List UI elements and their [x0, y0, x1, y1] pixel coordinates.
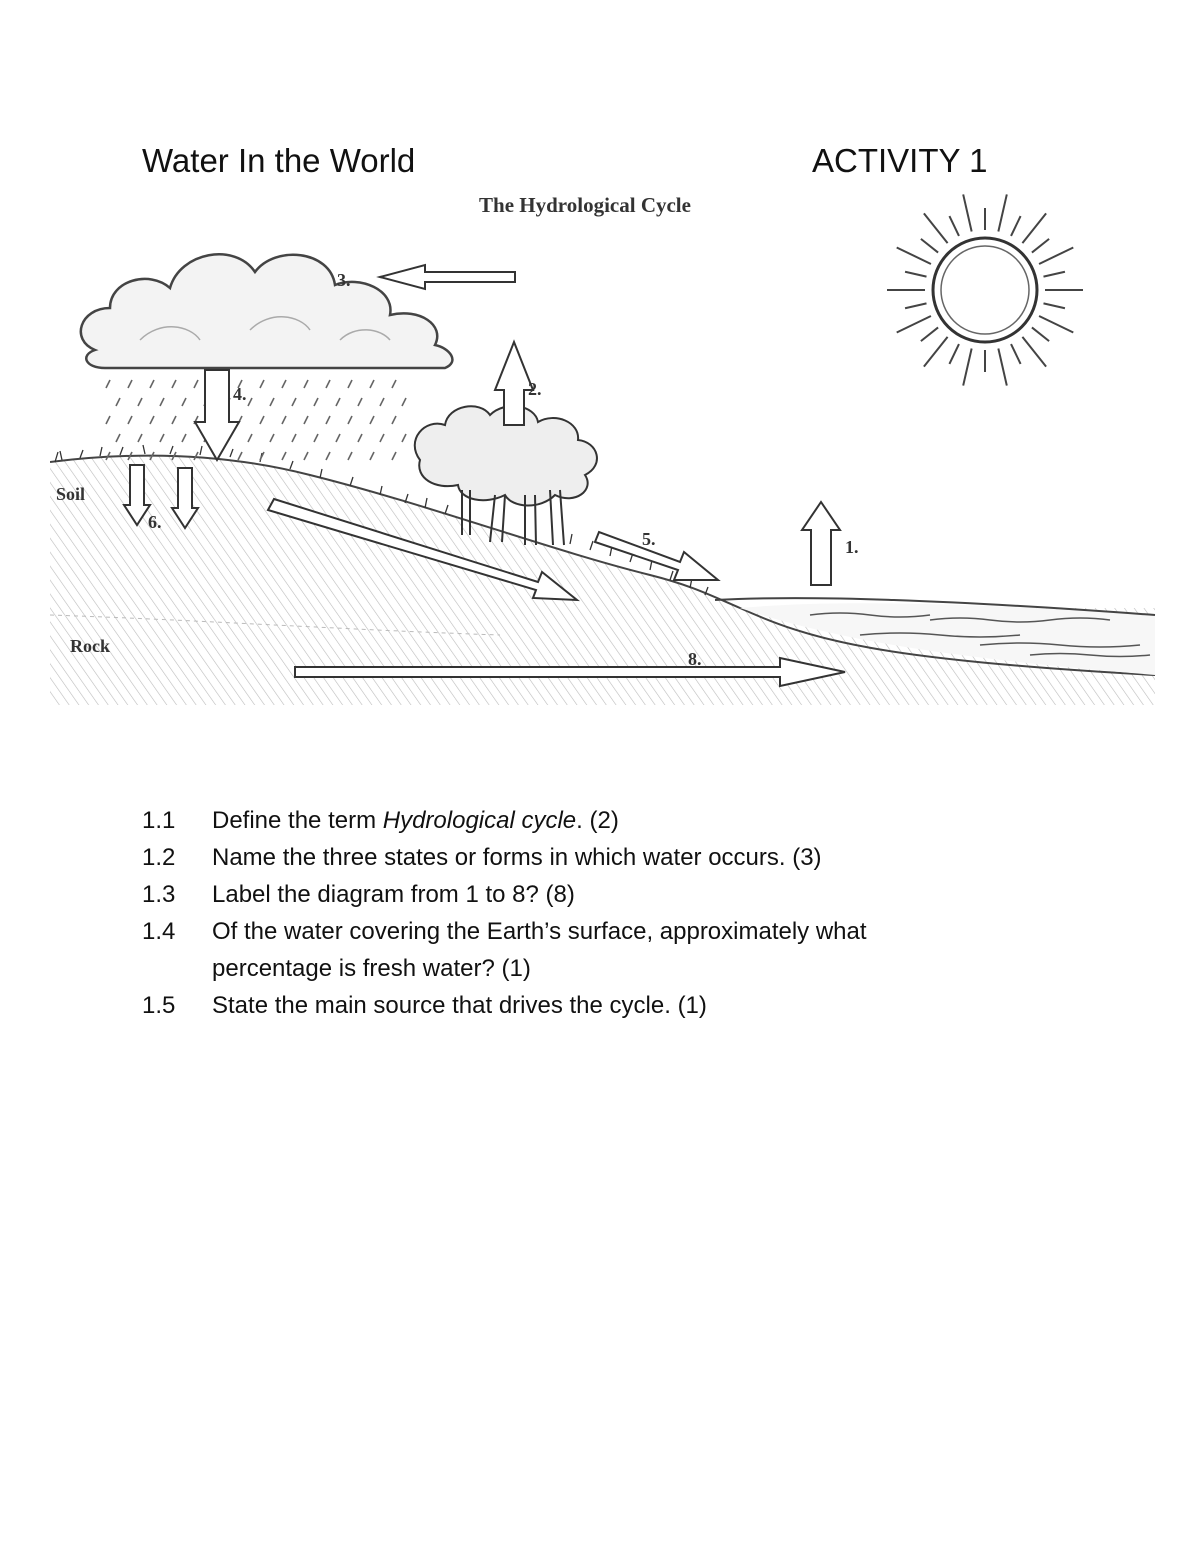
sun-ray: [921, 239, 938, 253]
rain-drop: [358, 434, 362, 442]
rain-drop: [370, 380, 374, 388]
question-number: 1.5: [142, 992, 176, 1019]
rain-drop: [260, 416, 264, 424]
worksheet-title: Water In the World: [142, 142, 416, 179]
rain-drop: [292, 434, 296, 442]
rain-drop: [304, 380, 308, 388]
question-number: 1.1: [142, 807, 176, 834]
question-text: State the main source that drives the cycle. (1): [212, 992, 707, 1019]
rain-drop: [182, 434, 186, 442]
rain-drop: [160, 398, 164, 406]
rain-drop: [402, 434, 406, 442]
rain-drop: [282, 416, 286, 424]
rain-drop: [150, 416, 154, 424]
question-number: 1.2: [142, 844, 176, 871]
rain-drop: [270, 434, 274, 442]
rain-drop: [182, 398, 186, 406]
rain-drop: [150, 380, 154, 388]
sun-ray: [949, 216, 959, 236]
rain-drop: [238, 452, 242, 460]
sun-ray: [897, 247, 931, 263]
rain-drop: [282, 452, 286, 460]
rain-drop: [348, 380, 352, 388]
rain-drop: [292, 398, 296, 406]
question-1-4-continued: percentage is fresh water? (1): [212, 955, 531, 982]
rain-drop: [270, 398, 274, 406]
question-1-1: [142, 802, 1042, 839]
rain-drop: [326, 416, 330, 424]
label-2: 2.: [528, 379, 542, 399]
rain-drop: [128, 416, 132, 424]
rain-drop: [392, 380, 396, 388]
label-3: 3.: [337, 270, 351, 290]
sun-ray: [924, 213, 948, 243]
sun-ray: [1032, 327, 1049, 341]
rock-label: Rock: [70, 636, 110, 656]
rain-drop: [392, 416, 396, 424]
question-text-end: . (2): [576, 807, 619, 834]
sun-ray: [1043, 303, 1064, 308]
sun-ray: [897, 316, 931, 332]
sun-ray: [1011, 344, 1021, 364]
sun-ray: [998, 194, 1006, 231]
arrow-1: [802, 502, 840, 585]
sun-ray: [963, 348, 971, 385]
rain-drop: [392, 452, 396, 460]
arrow-3: [380, 265, 515, 289]
question-1-2: [142, 839, 1042, 876]
rain: [106, 380, 406, 460]
sun-ray: [905, 272, 926, 277]
soil-label: Soil: [56, 484, 86, 504]
rain-drop: [116, 434, 120, 442]
label-5: 5.: [642, 529, 656, 549]
rain-drop: [172, 416, 176, 424]
rain-drop: [380, 434, 384, 442]
activity-label: ACTIVITY 1: [812, 142, 988, 179]
diagram-title: The Hydrological Cycle: [479, 193, 691, 217]
rain-drop: [336, 398, 340, 406]
rain-drop: [314, 398, 318, 406]
rain-drop: [282, 380, 286, 388]
rain-drop: [370, 416, 374, 424]
rain-drop: [128, 380, 132, 388]
question-number: 1.3: [142, 881, 176, 908]
question-text: Name the three states or forms in which water occurs. (3): [212, 844, 822, 871]
sun-ray: [1022, 337, 1046, 367]
hydrological-cycle-diagram: [50, 190, 1160, 710]
rain-drop: [260, 380, 264, 388]
label-8: 8.: [688, 649, 702, 669]
rain-drop: [314, 434, 318, 442]
sun-ray: [1039, 247, 1073, 263]
question-text: Define the term: [212, 807, 383, 834]
sun-ray: [949, 344, 959, 364]
question-text: Label the diagram from 1 to 8? (8): [212, 881, 575, 908]
rain-drop: [380, 398, 384, 406]
rain-drop: [116, 398, 120, 406]
question-term: Hydrological cycle: [382, 807, 577, 834]
rain-drop: [138, 398, 142, 406]
rain-drop: [304, 416, 308, 424]
rain-drop: [194, 380, 198, 388]
rain-drop: [370, 452, 374, 460]
question-number: 1.4: [142, 918, 176, 945]
rain-drop: [348, 416, 352, 424]
question-1-4: [142, 913, 1042, 950]
rain-drop: [402, 398, 406, 406]
rain-drop: [138, 434, 142, 442]
rain-drop: [172, 380, 176, 388]
question-text: Of the water covering the Earth’s surface, approximately what: [212, 918, 867, 945]
rain-drop: [348, 452, 352, 460]
rain-drop: [106, 380, 110, 388]
question-list: [142, 802, 1042, 1024]
rain-drop: [336, 434, 340, 442]
rain-drop: [160, 434, 164, 442]
sun-ray: [1022, 213, 1046, 243]
label-1: 1.: [845, 537, 859, 557]
question-1-5: [142, 987, 1042, 1024]
sun-ray: [1032, 239, 1049, 253]
sun-icon: [887, 194, 1083, 385]
rain-drop: [326, 380, 330, 388]
cloud-icon: [81, 254, 453, 368]
rain-drop: [106, 416, 110, 424]
sun-ray: [1011, 216, 1021, 236]
label-6: 6.: [148, 512, 162, 532]
label-4: 4.: [233, 384, 247, 404]
sun-ray: [924, 337, 948, 367]
sun-ray: [921, 327, 938, 341]
sun-ray: [963, 194, 971, 231]
sun-ray: [1043, 272, 1064, 277]
rain-drop: [248, 398, 252, 406]
sun-ray: [1039, 316, 1073, 332]
rain-drop: [248, 434, 252, 442]
sun-ray: [998, 348, 1006, 385]
rain-drop: [358, 398, 362, 406]
rain-drop: [304, 452, 308, 460]
sun-ray: [905, 303, 926, 308]
question-1-3: [142, 876, 1042, 913]
rain-drop: [326, 452, 330, 460]
